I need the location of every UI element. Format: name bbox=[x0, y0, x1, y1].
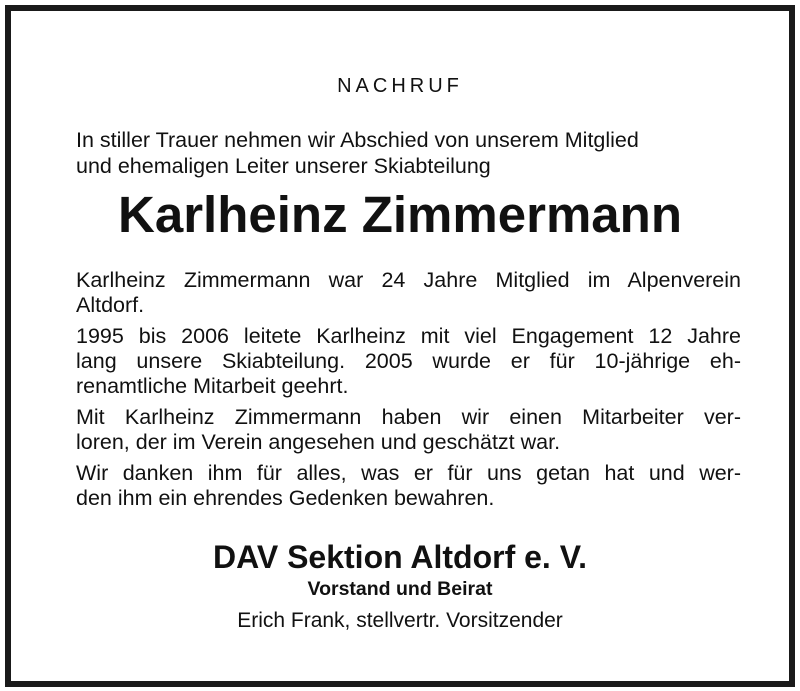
board-line: Vorstand und Beirat bbox=[307, 578, 493, 600]
paragraph-line: 1995 bis 2006 leitete Karlheinz mit viel Engagement 12 Jahre bbox=[76, 324, 741, 348]
paragraph bbox=[76, 461, 741, 511]
signer-line: Erich Frank, stellvertr. Vorsitzender bbox=[237, 609, 563, 632]
paragraph-line: lang unsere Skiabteilung. 2005 wurde er für 10-jährige eh- bbox=[76, 349, 741, 373]
paragraph-line: renamtliche Mitarbeit geehrt. bbox=[76, 374, 349, 398]
obituary-frame bbox=[5, 5, 795, 687]
obituary-body bbox=[76, 268, 741, 517]
paragraph bbox=[76, 405, 741, 455]
paragraph-line: den ihm ein ehrendes Gedenken bewahren. bbox=[76, 486, 495, 510]
paragraph-line: loren, der im Verein angesehen und geschätzt war. bbox=[76, 430, 561, 454]
paragraph-line: Karlheinz Zimmermann war 24 Jahre Mitglied im Alpenverein bbox=[76, 268, 741, 292]
notice-heading: NACHRUF bbox=[337, 75, 463, 97]
deceased-name: Karlheinz Zimmermann bbox=[118, 186, 682, 243]
intro-text bbox=[76, 127, 741, 179]
paragraph-line: Mit Karlheinz Zimmermann haben wir einen Mitarbeiter ver- bbox=[76, 405, 741, 429]
paragraph-line: Wir danken ihm für alles, was er für uns getan hat und wer- bbox=[76, 461, 741, 485]
paragraph bbox=[76, 268, 741, 318]
paragraph-line: Altdorf. bbox=[76, 293, 145, 317]
intro-line: In stiller Trauer nehmen wir Abschied von unserem Mitglied bbox=[76, 128, 639, 152]
organization-name: DAV Sektion Altdorf e. V. bbox=[213, 539, 587, 575]
paragraph bbox=[76, 324, 741, 399]
intro-line: und ehemaligen Leiter unserer Skiabteilung bbox=[76, 154, 491, 178]
